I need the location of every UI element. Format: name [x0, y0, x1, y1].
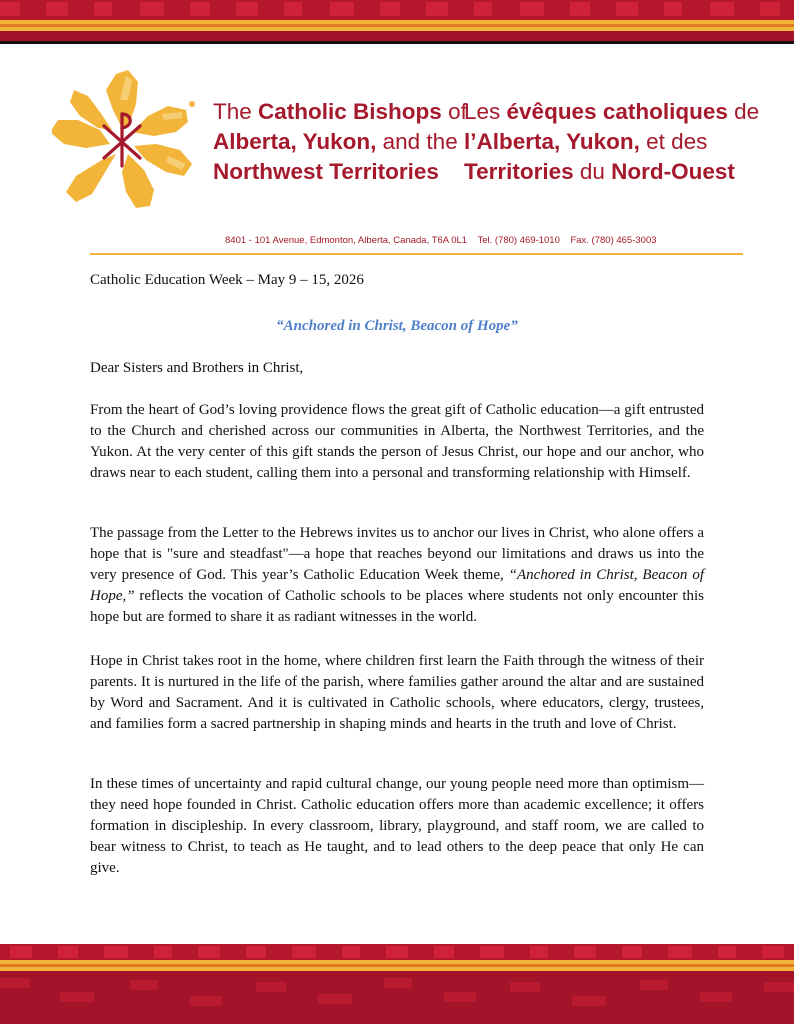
top-decorative-band [0, 0, 794, 44]
salutation: Dear Sisters and Brothers in Christ, [90, 360, 304, 376]
paragraph-2-text-b: reflects the vocation of Catholic schools to be places where students not only encounter this hope but are formed to share it as radiant witnesses in the world. [90, 588, 704, 625]
header-divider [90, 253, 743, 255]
bottom-decorative-band [0, 944, 794, 1024]
telephone-text: Tel. (780) 469-1010 [477, 235, 560, 246]
address-line [225, 235, 657, 246]
paragraph-3: Hope in Christ takes root in the home, where children first learn the Faith through the witness of their parents. It is nurtured in the life of the parish, where families gather around the altar and are sustained by Word and Sacrament. And it is cultivated in Catholic schools, where educators, clergy, trustees, and families form a sacred partnership in shaping minds and hearts in the truth and love of Christ. [90, 653, 704, 732]
theme-title: “Anchored in Christ, Beacon of Hope” [276, 318, 518, 334]
org-name-english: The Catholic Bishops of Alberta, Yukon, and the Northwest Territories [213, 99, 467, 184]
paragraph-2 [90, 523, 704, 628]
org-name-french: Les évêques catholiques de l’Alberta, Yukon, et des Territories du Nord-Ouest [464, 99, 760, 184]
fax-text: Fax. (780) 465-3003 [570, 235, 657, 246]
letter-heading: Catholic Education Week – May 9 – 15, 2026 [90, 272, 364, 288]
paragraph-2-theme: “Anchored in Christ, Beacon of Hope,” [90, 567, 704, 604]
paragraph-2-text-a: The passage from the Letter to the Hebrews invites us to anchor our lives in Christ, who alone offers a hope that is "sure and steadfast"—a hope that reaches beyond our limitations and draws us into the very presence of God. This year’s Catholic Education Week theme, [90, 525, 704, 583]
paragraph-4: In these times of uncertainty and rapid cultural change, our young people need more than optimism—they need hope founded in Christ. Catholic education offers more than academic excellence; it offers formation in discipleship. In every classroom, library, playground, and staff room, we are called to bear witness to Christ, to teach as He taught, and to lead others to the deep peace that only He can give. [90, 776, 704, 876]
paragraph-1: From the heart of God’s loving providence flows the great gift of Catholic education—a gift entrusted to the Church and cherished across our communities in Alberta, the Northwest Territories, and the Yukon. At the very center of this gift stands the person of Jesus Christ, our hope and our anchor, who draws near to each student, calling them into a personal and transforming relationship with Himself. [90, 402, 704, 481]
address-text: 8401 - 101 Avenue, Edmonton, Alberta, Canada, T6A 0L1 [225, 235, 468, 246]
bishops-logo [52, 62, 202, 222]
